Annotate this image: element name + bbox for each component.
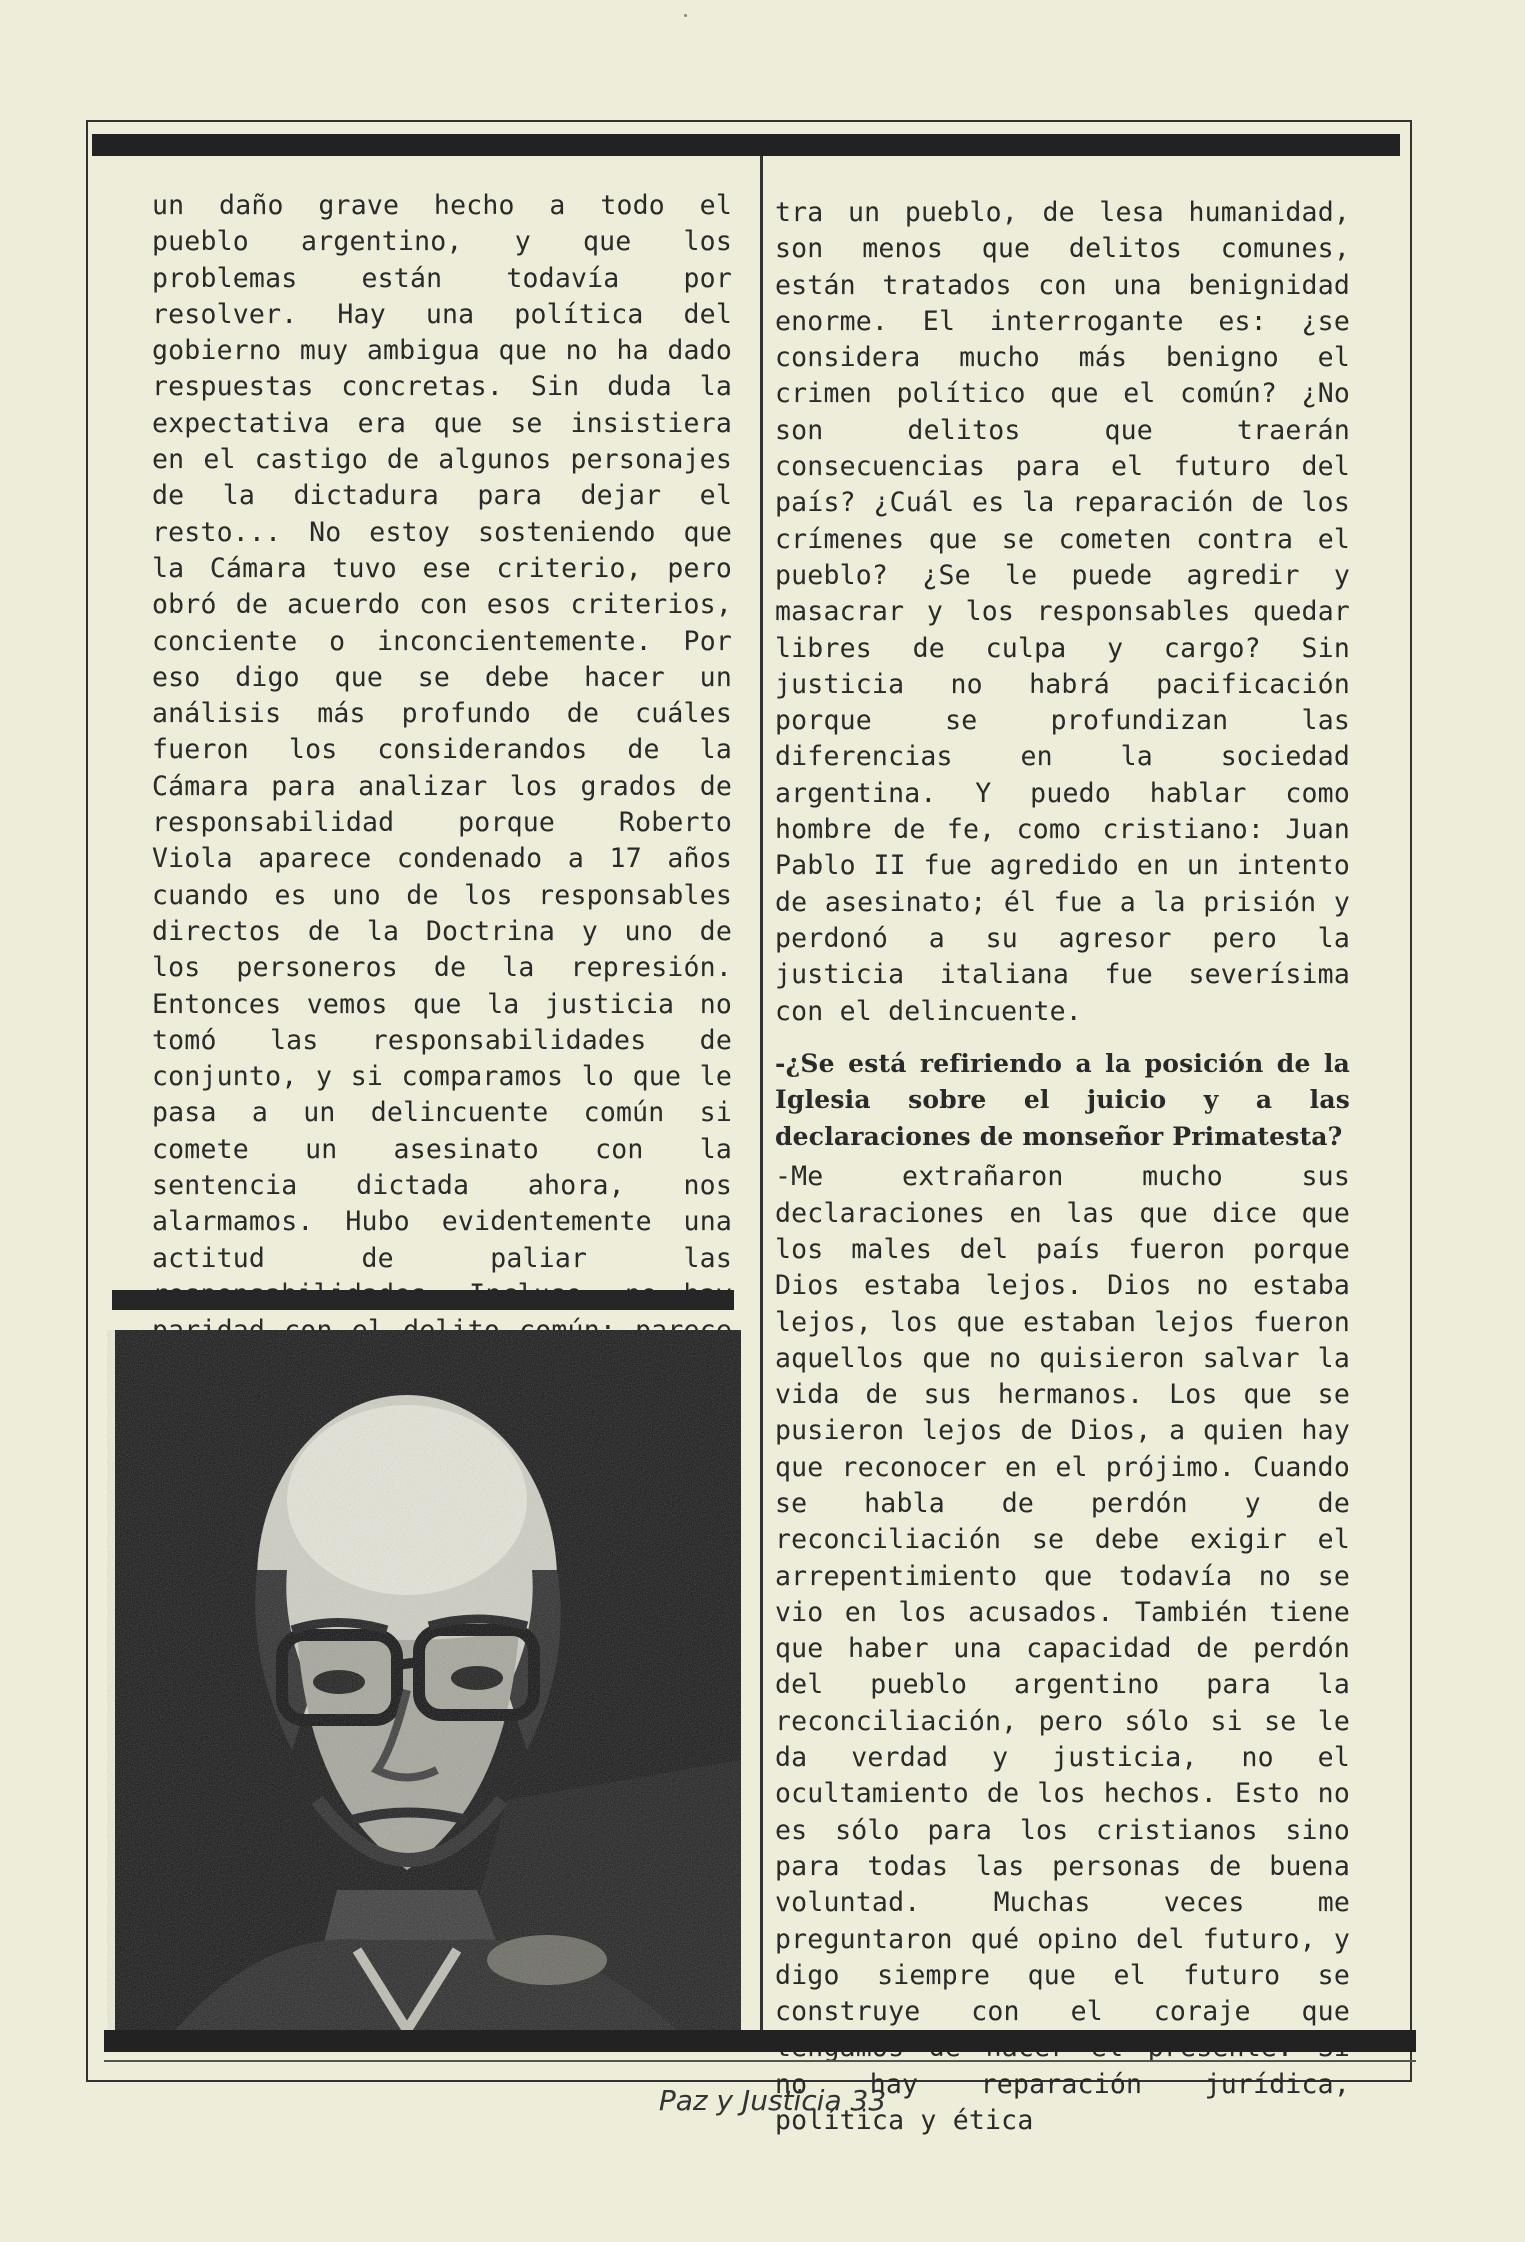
interview-question: -¿Se está refiriendo a la posición de la Iglesia sobre el juicio y a las declaraciones de monseñor Primatesta? [775,1048,1350,1151]
portrait-photo [107,1330,741,2040]
left-column-text: un daño grave hecho a todo el pueblo argentino, y que los problemas están todavía por resolver. Hay una política del gobierno muy ambigua que no ha dado respuestas concretas. Sin duda la expectativa era que se insistiera en el castigo de algunos personajes de la dictadura para dejar el resto... No estoy sosteniendo que la Cámara tuvo ese criterio, pero obró de acuerdo con esos criterios, conciente o inconcientemente. Por eso digo que se debe hacer un análisis más profundo de cuáles fueron los considerandos de la Cámara para analizar los grados de responsabilidad porque Roberto Viola aparece condenado a 17 años cuando es uno de los responsables directos de la Doctrina y uno de los personeros de la represión. Entonces vemos que la justicia no tomó las responsabilidades de conjunto, y si comparamos lo que le pasa a un delincuente común si comete un asesinato con la sentencia dictada ahora, nos alarmamos. Hubo evidentemente una actitud de paliar las [152,190,732,1274]
bottom-thin-rule [104,2060,1416,2062]
page-footer: Paz y Justicia 33 [658,2084,887,2117]
photo-top-rule [112,1290,734,1310]
bottom-rule [104,2030,1416,2052]
column-divider [760,156,763,2044]
right-paragraph-2: -Me extrañaron mucho sus declaraciones en las que dice que los males del país fueron porque Dios estaba lejos. Dios no estaba lejos, los que estaban lejos fueron aquellos que no quisieron salvar la vida de sus hermanos. Los que se pusieron lejos de Dios, a quien hay que reconocer en el prójimo. Cuando se habla de perdón y de reconciliación se debe exigir el arrepentimiento que todavía no se vio en los acusados. También tiene que haber una capacidad de perdón del pueblo argentino para la reconciliación, pero sólo si se le da verdad y justicia, no el ocultamiento de los hechos. Esto no es sólo para los cristianos sino para todas las personas de buena voluntad. Muchas veces me preguntaron qué opino del futuro, y digo siempre que el futuro se construye con el coraje que no hay reparación jurídica, política y ética [775,1161,1350,2137]
right-column [775,195,1350,2139]
right-paragraph-1: tra un pueblo, de lesa humanidad, son menos que delitos comunes, están tratados con una benignidad enorme. El interrogante es: ¿se considera mucho más benigno el crimen político que el común? ¿No son delitos que traerán consecuencias para el futuro del país? ¿Cuál es la reparación de los crímenes que se cometen contra el pueblo? ¿Se le puede agredir y masacrar y los responsables quedar libres de culpa y cargo? Sin justicia no habrá pacificación porque se profundizan las diferencias en la sociedad argentina. Y puedo hablar como hombre de fe, como cristiano: Juan Pablo II fue agredido en un intento de asesinato; él fue a la prisión y perdonó a su agresor pero la justicia italiana fue severísima con el delincuente. [775,197,1350,1027]
top-rule [92,134,1400,156]
speck [684,14,687,17]
left-column [152,188,732,1386]
